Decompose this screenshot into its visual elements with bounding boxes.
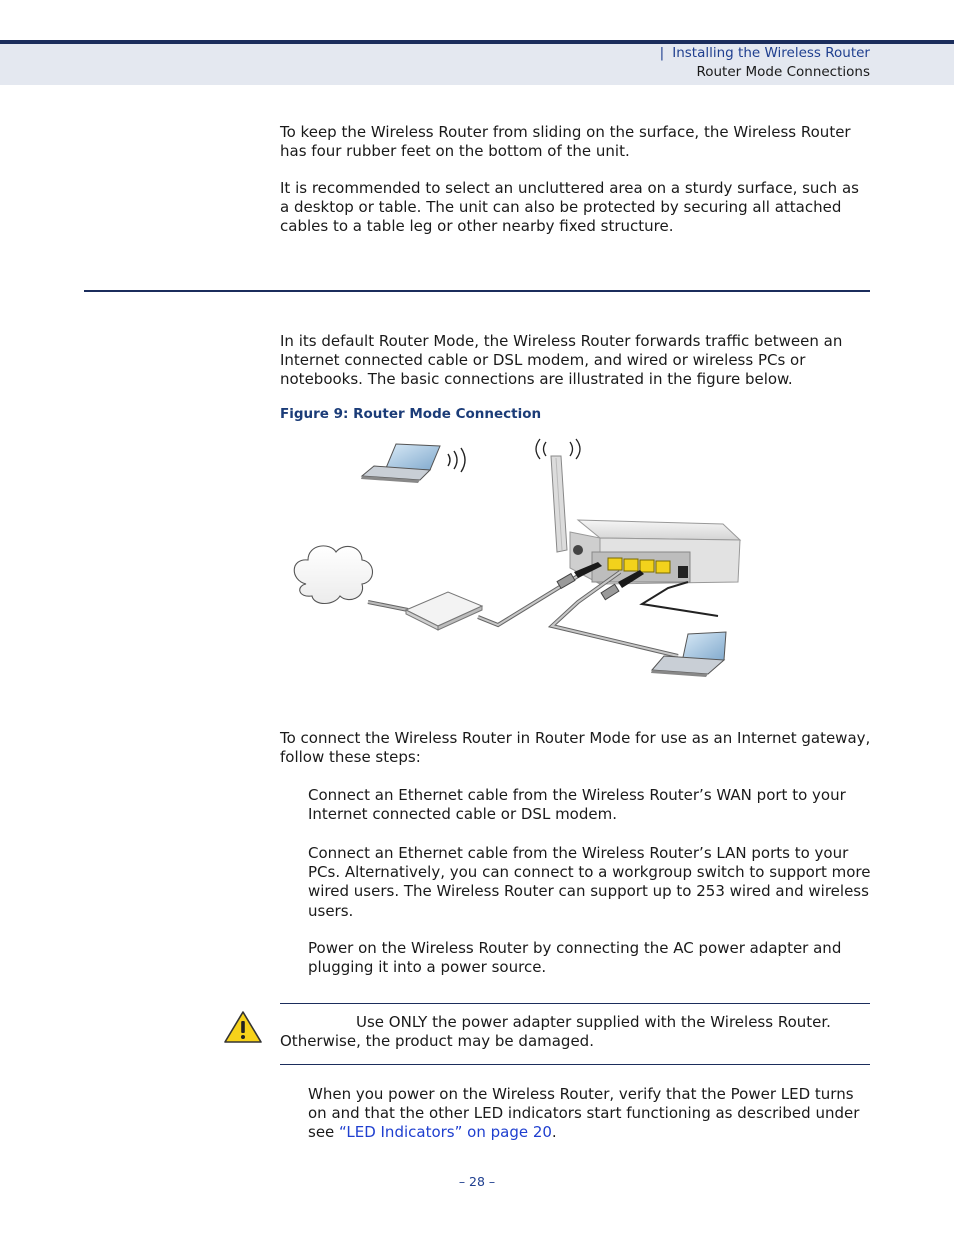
step-verify-leds <box>308 1085 872 1143</box>
wireless-signal-icon <box>448 448 465 472</box>
step-lan-cable: Connect an Ethernet cable from the Wireless Router’s LAN ports to your PCs. Alternatively, you can connect to a workgroup switch to support more wired users. The Wireless Router can support up to 253 wired and wireless users. <box>308 844 871 920</box>
router-antenna <box>551 456 567 552</box>
paragraph-steps-intro: To connect the Wireless Router in Router Mode for use as an Internet gateway, follow these steps: <box>280 729 871 767</box>
page-number: – 28 – <box>458 1174 496 1189</box>
dsl-modem-icon <box>406 592 482 630</box>
wireless-laptop-icon <box>361 444 440 483</box>
warning-triangle-icon <box>223 1010 263 1044</box>
router-mode-diagram <box>278 432 748 682</box>
section-divider <box>84 290 870 292</box>
led-indicators-link[interactable]: “LED Indicators” on page 20 <box>339 1123 552 1142</box>
wan-cable <box>478 562 602 625</box>
paragraph-placement: It is recommended to select an uncluttered area on a sturdy surface, such as a desktop or table. The unit can also be protected by securing all attached cables to a table leg or other nearby fixed structure. <box>280 179 859 236</box>
verify-leds-end: . <box>551 1123 557 1142</box>
power-cable <box>642 582 718 616</box>
step-power-on: Power on the Wireless Router by connecting the AC power adapter and plugging it into a power source. <box>308 939 842 977</box>
internet-cloud-icon <box>294 546 372 604</box>
wireless-router-icon <box>570 520 740 584</box>
caution-line-2: Otherwise, the product may be damaged. <box>280 1032 594 1051</box>
header-separator: | <box>659 45 665 61</box>
paragraph-rubber-feet: To keep the Wireless Router from sliding on the surface, the Wireless Router has four rubber feet on the bottom of the unit. <box>280 123 851 161</box>
caution-text <box>280 1013 872 1051</box>
wired-laptop-icon <box>651 632 726 677</box>
caution-line-1: Use ONLY the power adapter supplied with the Wireless Router. <box>356 1013 831 1031</box>
header-subsection-title: Router Mode Connections <box>696 64 870 80</box>
header-section-label: Installing the Wireless Router <box>672 45 870 61</box>
step-wan-cable: Connect an Ethernet cable from the Wireless Router’s WAN port to your Internet connected cable or DSL modem. <box>308 786 846 824</box>
verify-leds-text: When you power on the Wireless Router, verify that the Power LED turns on and that the other LED indicators start functioning as described under see <box>308 1085 860 1142</box>
caution-top-rule <box>280 1003 870 1004</box>
paragraph-router-mode: In its default Router Mode, the Wireless Router forwards traffic between an Internet connected cable or DSL modem, and wired or wireless PCs or notebooks. The basic connections are illustrated in the figure below. <box>280 332 843 389</box>
header-section-title <box>660 45 870 61</box>
figure-caption: Figure 9: Router Mode Connection <box>280 406 542 422</box>
caution-bottom-rule <box>280 1064 870 1065</box>
